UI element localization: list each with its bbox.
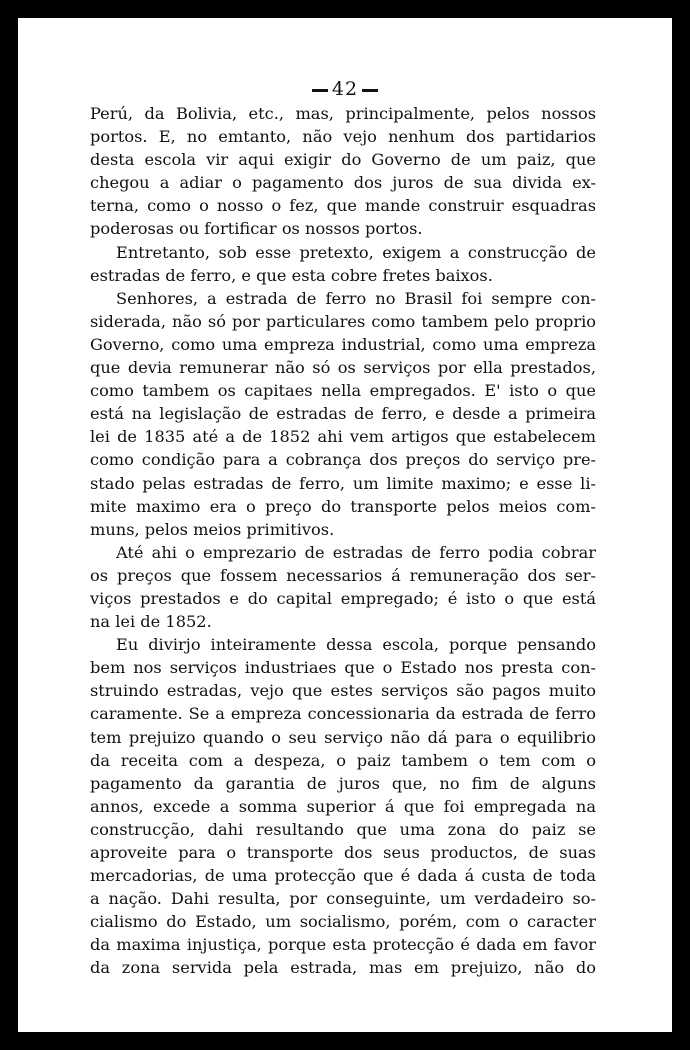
text-line: da maxima injustiça, porque esta protecção é dada em favor bbox=[90, 935, 596, 955]
text-line: poderosas ou fortificar os nossos portos. bbox=[90, 219, 423, 239]
text-line: pagamento da garantia de juros que, no fim de alguns bbox=[90, 773, 596, 793]
text-line: terna, como o nosso o fez, que mande construir esquadras bbox=[90, 196, 596, 216]
text-line: Senhores, a estrada de ferro no Brasil foi sempre con- bbox=[116, 288, 596, 308]
text-line: aproveite para o transporte dos seus productos, de suas bbox=[90, 843, 596, 862]
text-line: construcção, dahi resultando que uma zona do paiz se bbox=[90, 819, 596, 839]
text-line: da zona servida pela estrada, mas em prejuizo, não do bbox=[90, 958, 596, 978]
page-header bbox=[18, 78, 672, 100]
text-line: viços prestados e do capital empregado; é isto o que está bbox=[90, 588, 596, 608]
text-line: desta escola vir aqui exigir do Governo de um paiz, que bbox=[90, 150, 596, 170]
text-line: tem prejuizo quando o seu serviço não dá para o equilibrio bbox=[90, 727, 596, 747]
text-line: está na legislação de estradas de ferro, e desde a primeira bbox=[90, 404, 596, 424]
text-line: muns, pelos meios primitivos. bbox=[90, 519, 335, 539]
text-line: struindo estradas, vejo que estes serviços são pagos muito bbox=[90, 681, 596, 701]
text-line: lei de 1835 até a de 1852 ahi vem artigos que estabelecem bbox=[90, 427, 596, 447]
text-line: estradas de ferro, e que esta cobre fretes baixos. bbox=[90, 265, 493, 285]
text-line: siderada, não só por particulares como tambem pelo proprio bbox=[90, 311, 596, 331]
text-line: da receita com a despeza, o paiz tambem o tem com o bbox=[90, 750, 596, 770]
text-line: que devia remunerar não só os serviços por ella prestados, bbox=[90, 358, 596, 378]
text-line: stado pelas estradas de ferro, um limite maximo; e esse li- bbox=[90, 473, 596, 493]
text-line: Até ahi o emprezario de estradas de ferro podia cobrar bbox=[116, 542, 596, 562]
header-dash-left bbox=[312, 89, 328, 92]
page-number: 42 bbox=[331, 78, 359, 100]
book-page bbox=[18, 18, 672, 1032]
text-line: bem nos serviços industriaes que o Estado nos presta con- bbox=[90, 658, 596, 678]
text-line: como condição para a cobrança dos preços do serviço pre- bbox=[90, 450, 596, 470]
header-dash-right bbox=[362, 89, 378, 92]
text-line: na lei de 1852. bbox=[90, 612, 212, 632]
text-line: portos. E, no emtanto, não vejo nenhum dos partidarios bbox=[90, 127, 596, 147]
text-line: Entretanto, sob esse pretexto, exigem a construcção de bbox=[116, 242, 596, 262]
text-line: os preços que fossem necessarios á remuneração dos ser- bbox=[90, 565, 596, 585]
text-line: chegou a adiar o pagamento dos juros de sua divida ex- bbox=[90, 173, 596, 193]
text-line: cialismo do Estado, um socialismo, porém, com o caracter bbox=[90, 912, 596, 932]
text-line: mercadorias, de uma protecção que é dada á custa de toda bbox=[90, 866, 596, 886]
text-line: mite maximo era o preço do transporte pelos meios com- bbox=[90, 496, 596, 516]
text-line: como tambem os capitaes nella empregados. E' isto o que bbox=[90, 381, 596, 401]
body-text bbox=[90, 102, 596, 980]
text-line: annos, excede a somma superior á que foi empregada na bbox=[90, 796, 596, 816]
text-line: Eu divirjo inteiramente dessa escola, porque pensando bbox=[116, 635, 596, 655]
text-line: caramente. Se a empreza concessionaria da estrada de ferro bbox=[90, 704, 596, 724]
text-line: Governo, como uma empreza industrial, como uma empreza bbox=[90, 334, 596, 354]
text-line: a nação. Dahi resulta, por conseguinte, um verdadeiro so- bbox=[90, 889, 596, 909]
text-line: Perú, da Bolivia, etc., mas, principalmente, pelos nossos bbox=[90, 104, 596, 123]
